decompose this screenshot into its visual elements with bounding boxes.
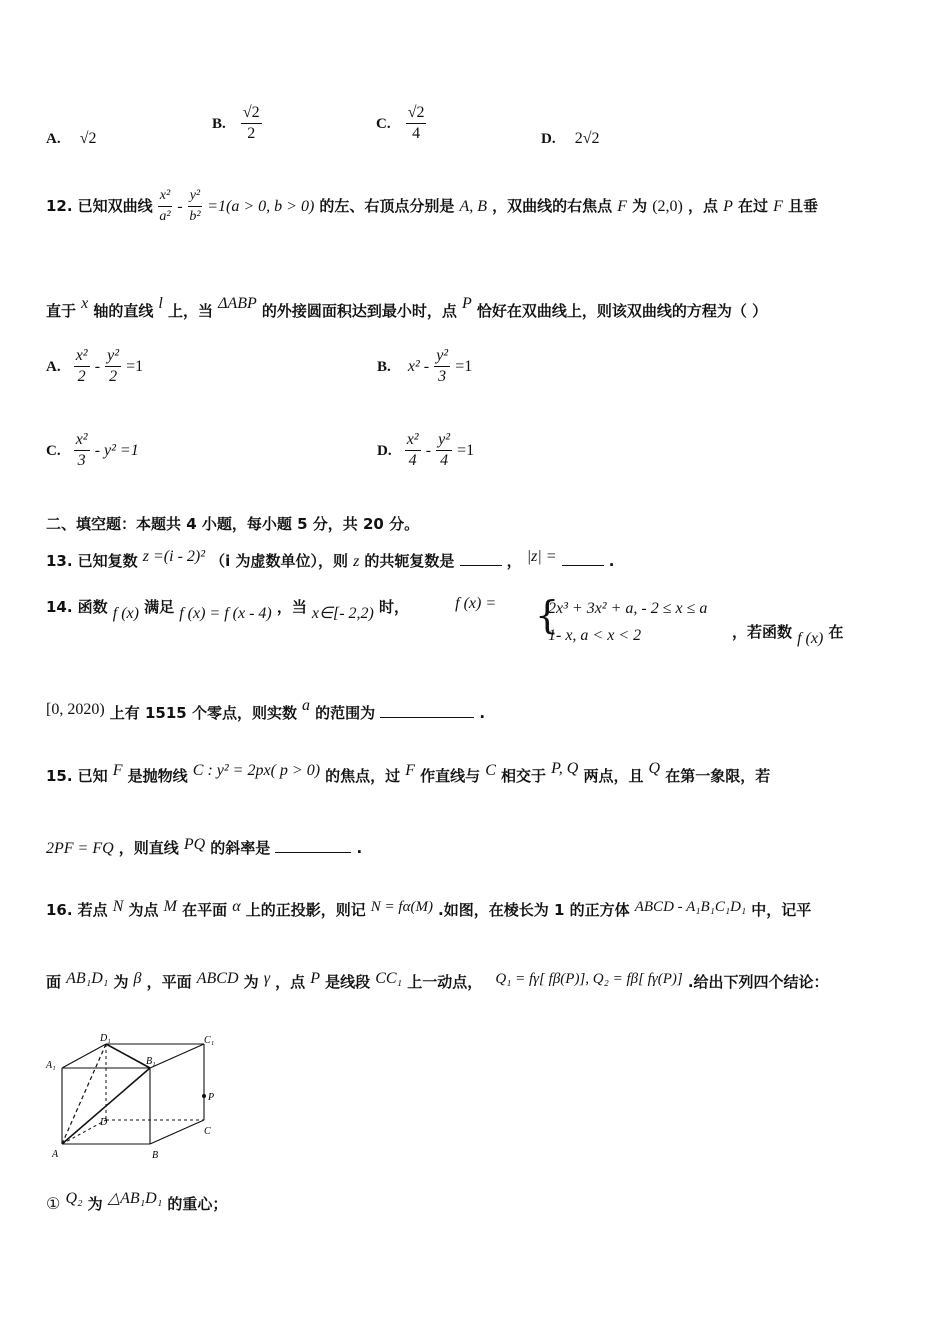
label-a1: A₁	[46, 1060, 56, 1071]
edge-bc	[150, 1120, 204, 1144]
q16-conclusion-1: ① Q₂ 为 △AB₁D₁ 的重心；	[46, 1190, 228, 1213]
label-p: P	[208, 1092, 215, 1103]
label-c1: C₁	[204, 1035, 215, 1046]
q13-blank-1[interactable]	[460, 565, 502, 566]
q11-option-c: C. $\frac{√2}{4}$	[376, 104, 425, 142]
q12-line2: 直于 x 轴的直线 l 上，当 ΔABP 的外接圆面积达到最小时，点 P 恰好在双曲线上，则该双曲线的方程为（ ）	[46, 295, 768, 320]
q15-blank[interactable]	[275, 852, 351, 853]
edge-d1b1	[106, 1044, 150, 1068]
q14-line1: 14. 函数 f (x) 满足 f (x) = f (x - 4) ，当 x∈[- 2,2) 时， f (x) =	[46, 595, 497, 622]
q15-line2: 2PF = FQ ，则直线 PQ 的斜率是 .	[46, 836, 363, 857]
label-c: C	[204, 1126, 211, 1137]
q14-line2: [0, 2020) 上有 1515 个零点，则实数 a 的范围为 .	[46, 697, 486, 722]
q12-line1: 12. 已知双曲线 $\frac{\text{x²}}{\text{a²}}$ - $\frac{\text{y²}}{\text{b²}}$ =1(a > 0, b > 0) 的左、右顶点分别是 A, B ，双曲线的右焦点 F 为 (2,0) ，点 P 在过 F 且垂	[46, 188, 818, 224]
q11-c-fraction: $\frac{√2}{4}$	[407, 104, 425, 142]
q12-option-c: C. $\frac{\text{x²}}{3}$ - y² =1	[46, 431, 139, 469]
label-b: B	[152, 1150, 159, 1161]
q11-a-value: √2	[79, 130, 97, 147]
edge-ab1	[62, 1068, 150, 1144]
edge-a1d1	[62, 1044, 106, 1068]
q13-blank-2[interactable]	[562, 565, 604, 566]
q12-equation: =1(a > 0, b > 0)	[207, 198, 315, 215]
q14-blank[interactable]	[380, 717, 474, 718]
edge-b1c1	[150, 1044, 204, 1068]
q14-brace: {	[535, 593, 560, 637]
q13: 13. 已知复数 z =(i - 2)² （i 为虚数单位），则 z 的共轭复数是 ， |z| = .	[46, 548, 615, 570]
section-title: 二、填空题：本题共 4 小题，每小题 5 分，共 20 分。	[46, 515, 420, 533]
q16-line1: 16. 若点 N 为点 M 在平面 α 上的正投影，则记 N = fα(M) .如图，在棱长为 1 的正方体 ABCD - A₁B₁C₁D₁ 中，记平	[46, 898, 812, 919]
q14-piece-2: 1- x, a < x < 2	[548, 627, 642, 644]
q14-line1-tail: ，若函数 f (x) 在	[732, 623, 844, 647]
label-b1: B₁	[146, 1056, 156, 1067]
q12-number: 12.	[46, 197, 73, 215]
q15-line1: 15. 已知 F 是抛物线 C : y² = 2px( p > 0) 的焦点，过 F 作直线与 C 相交于 P, Q 两点，且 Q 在第一象限，若	[46, 760, 771, 785]
q11-option-b: B. $\frac{√2}{2}$	[212, 104, 260, 142]
q14-piece-1: 2x³ + 3x² + a, - 2 ≤ x ≤ a	[548, 600, 708, 617]
q11-option-a: A. √2	[46, 130, 97, 147]
q12-option-a: A. $\frac{\text{x²}}{2}$ - $\frac{\text{y²}}{2}$ =1	[46, 347, 144, 385]
q11-d-value: 2√2	[574, 130, 600, 147]
label-a: A	[52, 1149, 59, 1160]
q11-option-d: D. 2√2	[541, 130, 600, 147]
point-p	[202, 1094, 206, 1098]
q11-b-fraction: $\frac{√2}{2}$	[242, 104, 260, 142]
label-d: D	[100, 1117, 108, 1128]
edge-ad1	[62, 1044, 106, 1144]
q16-line2: 面 AB₁D₁ 为 β ，平面 ABCD 为 γ ，点 P 是线段 CC₁ 上一动点， Q₁ = fγ[ fβ(P)], Q₂ = fβ[ fγ(P)] .给出下列四个结论：	[46, 970, 829, 991]
cube-figure	[44, 1030, 224, 1162]
q12-option-d: D. $\frac{\text{x²}}{4}$ - $\frac{\text{y²}}{4}$ =1	[377, 431, 475, 469]
label-d1: D₁	[100, 1033, 111, 1044]
q12-option-b: B. x² - $\frac{\text{y²}}{3}$ =1	[377, 347, 473, 385]
